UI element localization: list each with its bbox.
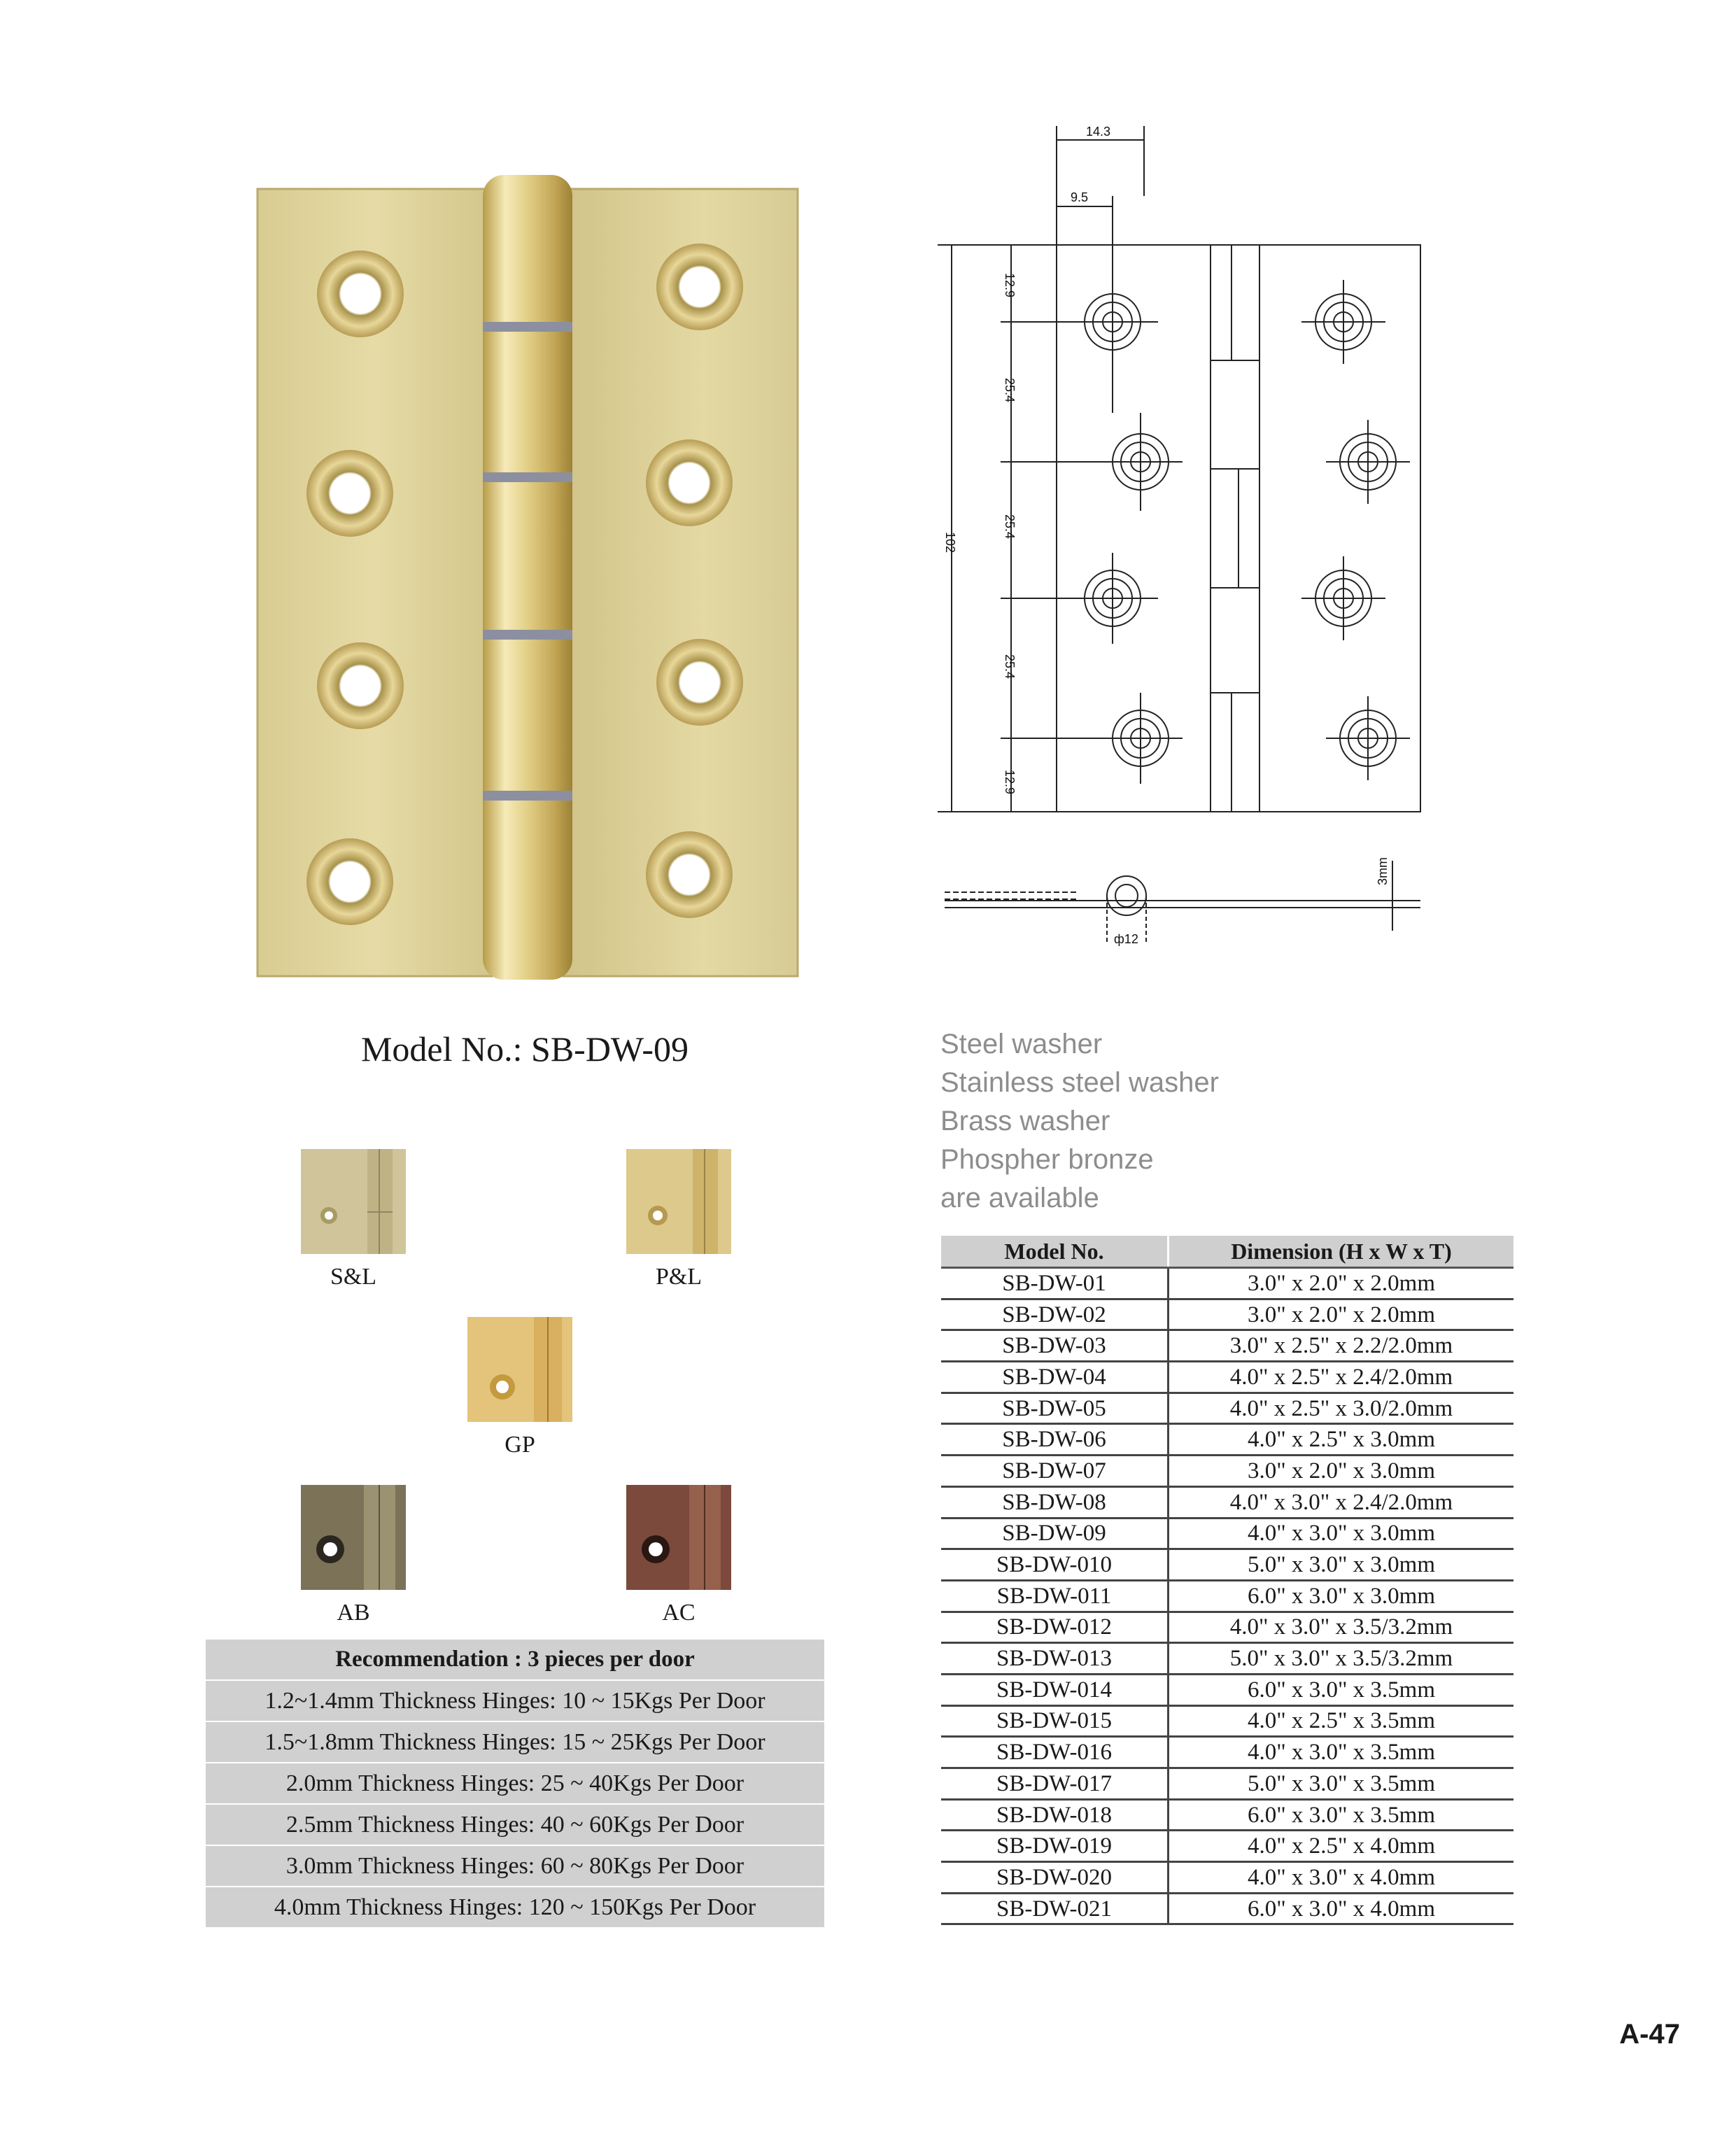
finish-swatch-pl xyxy=(626,1149,731,1254)
model-number-cell: SB-DW-020 xyxy=(941,1862,1169,1894)
table-row xyxy=(941,1580,1513,1612)
table-row xyxy=(941,1862,1513,1894)
finish-label-ac: AC xyxy=(662,1600,696,1626)
washer-note: are available xyxy=(940,1183,1099,1213)
recommendation-row: 1.2~1.4mm Thickness Hinges: 10 ~ 15Kgs Per Door xyxy=(206,1681,824,1721)
model-number-cell: SB-DW-07 xyxy=(941,1456,1169,1487)
dimension-cell: 4.0" x 3.0" x 4.0mm xyxy=(1169,1862,1514,1894)
dim-seg-bottom-label: 12.9 xyxy=(1003,770,1017,795)
recommendation-row: 3.0mm Thickness Hinges: 60 ~ 80Kgs Per Door xyxy=(206,1846,824,1886)
table-row xyxy=(941,1486,1513,1518)
dim-knuckle-diameter-label: ф12 xyxy=(1114,932,1138,946)
table-row xyxy=(941,1424,1513,1456)
dimension-cell: 4.0" x 2.5" x 3.0mm xyxy=(1169,1424,1514,1456)
model-number-cell: SB-DW-09 xyxy=(941,1518,1169,1549)
dimension-cell: 3.0" x 2.0" x 3.0mm xyxy=(1169,1456,1514,1487)
finish-swatch-sl xyxy=(301,1149,406,1254)
finish-label-ab: AB xyxy=(337,1600,370,1626)
table-row xyxy=(941,1674,1513,1705)
recommendation-title: Recommendation : 3 pieces per door xyxy=(206,1640,824,1679)
model-number-cell: SB-DW-014 xyxy=(941,1674,1169,1705)
table-row xyxy=(941,1268,1513,1299)
washer-note: Brass washer xyxy=(940,1106,1110,1136)
dimension-cell: 6.0" x 3.0" x 3.0mm xyxy=(1169,1580,1514,1612)
dim-hole-offset-label: 9.5 xyxy=(1071,190,1089,204)
recommendation-row: 2.0mm Thickness Hinges: 25 ~ 40Kgs Per Door xyxy=(206,1763,824,1803)
page-number: A-47 xyxy=(1619,2019,1680,2050)
model-number-cell: SB-DW-05 xyxy=(941,1393,1169,1424)
technical-drawing xyxy=(931,119,1448,966)
table-row xyxy=(941,1643,1513,1675)
dimension-cell: 4.0" x 3.0" x 2.4/2.0mm xyxy=(1169,1486,1514,1518)
dim-height-label: 102 xyxy=(943,532,957,554)
model-number-cell: SB-DW-017 xyxy=(941,1768,1169,1800)
recommendation-row: 2.5mm Thickness Hinges: 40 ~ 60Kgs Per Door xyxy=(206,1805,824,1845)
model-number-cell: SB-DW-019 xyxy=(941,1831,1169,1862)
finish-swatch-ab xyxy=(301,1485,406,1590)
table-row xyxy=(941,1456,1513,1487)
model-number-cell: SB-DW-011 xyxy=(941,1580,1169,1612)
dimension-cell: 3.0" x 2.0" x 2.0mm xyxy=(1169,1299,1514,1330)
model-number-cell: SB-DW-013 xyxy=(941,1643,1169,1675)
dimension-cell: 4.0" x 2.5" x 2.4/2.0mm xyxy=(1169,1362,1514,1393)
model-number-cell: SB-DW-015 xyxy=(941,1705,1169,1737)
model-number-cell: SB-DW-08 xyxy=(941,1486,1169,1518)
recommendation-row: 1.5~1.8mm Thickness Hinges: 15 ~ 25Kgs Per Door xyxy=(206,1722,824,1762)
model-number-cell: SB-DW-010 xyxy=(941,1549,1169,1581)
table-row xyxy=(941,1518,1513,1549)
dimension-cell: 6.0" x 3.0" x 3.5mm xyxy=(1169,1799,1514,1831)
dim-seg-1-label: 25.4 xyxy=(1003,378,1017,403)
table-row xyxy=(941,1799,1513,1831)
model-number-cell: SB-DW-018 xyxy=(941,1799,1169,1831)
recommendation-row: 4.0mm Thickness Hinges: 120 ~ 150Kgs Per Door xyxy=(206,1887,824,1927)
dimension-cell: 3.0" x 2.0" x 2.0mm xyxy=(1169,1268,1514,1299)
table-row xyxy=(941,1893,1513,1924)
model-number-cell: SB-DW-03 xyxy=(941,1330,1169,1362)
model-number-cell: SB-DW-04 xyxy=(941,1362,1169,1393)
table-row xyxy=(941,1549,1513,1581)
dim-width-label: 14.3 xyxy=(1086,125,1111,139)
header-dimension: Dimension (H x W x T) xyxy=(1169,1236,1514,1268)
dimension-cell: 5.0" x 3.0" x 3.5mm xyxy=(1169,1768,1514,1800)
table-row xyxy=(941,1737,1513,1768)
table-row xyxy=(941,1831,1513,1862)
model-number-cell: SB-DW-01 xyxy=(941,1268,1169,1299)
table-row xyxy=(941,1299,1513,1330)
dim-seg-3-label: 25.4 xyxy=(1003,654,1017,679)
model-number-cell: SB-DW-06 xyxy=(941,1424,1169,1456)
finish-swatch-ac xyxy=(626,1485,731,1590)
dimension-cell: 6.0" x 3.0" x 4.0mm xyxy=(1169,1893,1514,1924)
dim-thickness-label: 3mm xyxy=(1376,857,1390,885)
model-number-title: Model No.: SB-DW-09 xyxy=(360,1029,689,1069)
dimension-cell: 4.0" x 3.0" x 3.5mm xyxy=(1169,1737,1514,1768)
table-row xyxy=(941,1768,1513,1800)
model-number-cell: SB-DW-02 xyxy=(941,1299,1169,1330)
finish-swatch-gp xyxy=(467,1317,572,1422)
washer-note: Stainless steel washer xyxy=(940,1067,1219,1098)
finish-label-pl: P&L xyxy=(655,1264,703,1290)
dim-seg-top-label: 12.9 xyxy=(1003,273,1017,298)
washer-note: Phospher bronze xyxy=(940,1144,1154,1175)
table-row xyxy=(941,1330,1513,1362)
dim-seg-2-label: 25.4 xyxy=(1003,514,1017,540)
dimension-cell: 6.0" x 3.0" x 3.5mm xyxy=(1169,1674,1514,1705)
model-number-cell: SB-DW-016 xyxy=(941,1737,1169,1768)
finish-label-gp: GP xyxy=(504,1432,535,1458)
dimension-cell: 5.0" x 3.0" x 3.0mm xyxy=(1169,1549,1514,1581)
washer-note: Steel washer xyxy=(940,1029,1103,1059)
dimension-cell: 5.0" x 3.0" x 3.5/3.2mm xyxy=(1169,1643,1514,1675)
table-row xyxy=(941,1362,1513,1393)
table-row xyxy=(941,1393,1513,1424)
table-row xyxy=(941,1705,1513,1737)
recommendation-table xyxy=(206,1640,824,1929)
dimension-cell: 4.0" x 3.0" x 3.5/3.2mm xyxy=(1169,1612,1514,1643)
dimension-cell: 4.0" x 2.5" x 3.0/2.0mm xyxy=(1169,1393,1514,1424)
washer-notes xyxy=(940,1025,1219,1218)
dimension-cell: 4.0" x 3.0" x 3.0mm xyxy=(1169,1518,1514,1549)
dimension-cell: 3.0" x 2.5" x 2.2/2.0mm xyxy=(1169,1330,1514,1362)
model-number-cell: SB-DW-012 xyxy=(941,1612,1169,1643)
finish-label-sl: S&L xyxy=(330,1264,377,1290)
model-number-cell: SB-DW-021 xyxy=(941,1893,1169,1924)
dimension-cell: 4.0" x 2.5" x 3.5mm xyxy=(1169,1705,1514,1737)
dimension-cell: 4.0" x 2.5" x 4.0mm xyxy=(1169,1831,1514,1862)
brass-hinge-photo xyxy=(252,175,805,980)
header-model-no: Model No. xyxy=(941,1236,1169,1268)
table-row xyxy=(941,1612,1513,1643)
model-dimension-table xyxy=(941,1236,1513,1925)
